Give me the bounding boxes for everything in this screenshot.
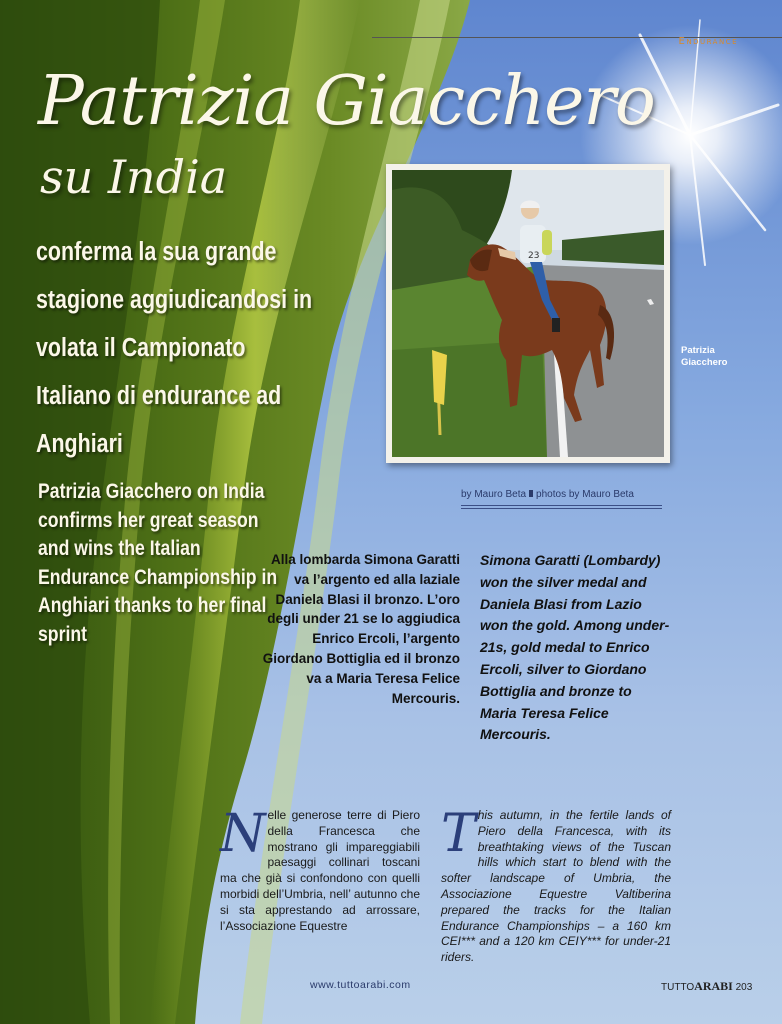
photo-caption: [681, 345, 727, 369]
page-number: 203: [735, 982, 753, 993]
footer-magazine: [661, 979, 752, 994]
subtitle-english: Patrizia Giacchero on India confirms her great season and wins the Italian Endurance Championship in Anghiari thanks to her final sprint: [38, 480, 278, 646]
article-title: Patrizia Giacchero: [38, 62, 655, 141]
byline-separator: [529, 490, 533, 497]
subtitle-italian: conferma la sua grande stagione aggiudicandosi in volata il Campionato Italiano di endurance ad Anghiari: [36, 238, 313, 458]
section-label: Endurance: [678, 36, 738, 47]
body-english: [441, 804, 671, 966]
byline-author: by Mauro Beta: [461, 489, 527, 500]
rider-photo: [392, 170, 664, 457]
intro-english: Simona Garatti (Lombardy) won the silver medal and Daniela Blasi from Lazio won the gold. Among under-21s, gold medal to Enrico Ercoli, silver to Giordano Bottiglia and bronze to Maria Teresa Felice Mercouris.: [480, 552, 670, 743]
byline-rule-bottom: [461, 508, 662, 509]
magazine-brand: ARABI: [694, 979, 733, 993]
byline-photos: photos by Mauro Beta: [536, 489, 634, 500]
photo-caption-line1: Patrizia: [681, 345, 715, 356]
body-italian: [220, 804, 420, 934]
magazine-prefix: TUTTO: [661, 982, 695, 993]
intro-italian: Alla lombarda Simona Garatti va l’argento ed alla laziale Daniela Blasi il bronzo. L’oro degli under 21 se lo aggiudica Enrico Ercoli, l’argento Giordano Bottiglia ed il bronzo va a Maria Teresa Felice Mercouris.: [262, 552, 460, 706]
article-title-subline: su India: [40, 150, 228, 204]
bib-number: 23: [528, 251, 540, 261]
dropcap-english: T: [441, 804, 476, 864]
photo-caption-line2: Giacchero: [681, 357, 728, 368]
footer-url[interactable]: www.tuttoarabi.com: [310, 979, 411, 991]
byline: [461, 489, 662, 500]
body-english-text: his autumn, in the fertile lands of Piero della Francesca, with its breathtaking views of the Tuscan hills which start to blend with the softer landscape of Umbria, the Associazione Equestre Valtiberina prepared the tracks for the Italian Endurance Championships – a 160 km CEI*** and a 120 km CEIY*** for under-21 riders.: [441, 808, 671, 965]
byline-rule-top: [461, 505, 662, 506]
body-italian-text: elle generose terre di Piero della Francesca che mostrano gli impareggiabili paesaggi collinari toscani ma che già si confondono con quelli morbidi dell’Umbria, nell’ autunno che si sta apprestando ad arrossare, l’Associazione Equestre: [220, 808, 420, 933]
dropcap-italian: N: [220, 804, 266, 864]
